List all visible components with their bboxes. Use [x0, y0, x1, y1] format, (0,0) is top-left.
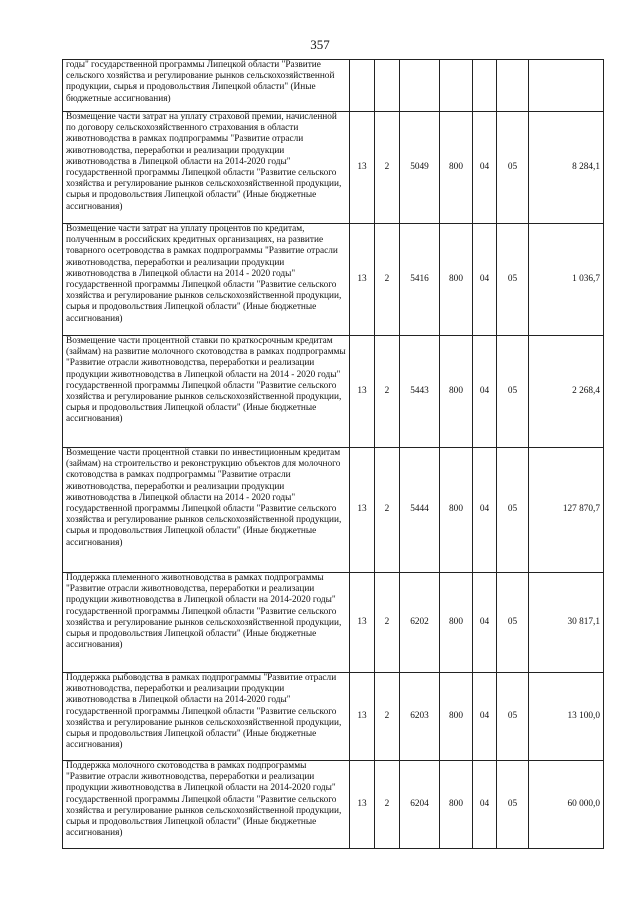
code-cell — [400, 60, 440, 112]
code-cell: 04 — [473, 573, 497, 673]
code-cell: 800 — [440, 573, 473, 673]
table-row — [63, 448, 604, 573]
code-cell — [350, 60, 375, 112]
code-cell: 05 — [497, 673, 529, 761]
row-description: Поддержка молочного скотоводства в рамках подпрограммы "Развитие отрасли животноводства, переработки и реализации продукции животноводства в Липецкой области на 2014-2020 годы" государственной программы Липецкой области "Развитие сельского хозяйства и регулирование рынков сельскохозяйственной продукции, сырья и продовольствия Липецкой области" (Иные бюджетные ассигнования) — [63, 761, 350, 849]
budget-table — [62, 59, 604, 849]
code-cell: 04 — [473, 673, 497, 761]
code-cell: 05 — [497, 573, 529, 673]
amount-cell: 8 284,1 — [529, 112, 604, 224]
code-cell: 05 — [497, 336, 529, 448]
code-cell: 13 — [350, 448, 375, 573]
code-cell: 800 — [440, 448, 473, 573]
code-cell: 6204 — [400, 761, 440, 849]
amount-cell: 127 870,7 — [529, 448, 604, 573]
code-cell: 2 — [375, 336, 400, 448]
code-cell: 2 — [375, 448, 400, 573]
code-cell: 13 — [350, 112, 375, 224]
code-cell: 800 — [440, 224, 473, 336]
amount-cell: 13 100,0 — [529, 673, 604, 761]
amount-cell: 2 268,4 — [529, 336, 604, 448]
code-cell: 5049 — [400, 112, 440, 224]
code-cell: 04 — [473, 448, 497, 573]
code-cell — [375, 60, 400, 112]
amount-cell: 30 817,1 — [529, 573, 604, 673]
code-cell: 13 — [350, 336, 375, 448]
code-cell: 05 — [497, 761, 529, 849]
code-cell: 13 — [350, 761, 375, 849]
code-cell — [440, 60, 473, 112]
row-description: годы" государственной программы Липецкой области "Развитие сельского хозяйства и регулирование рынков сельскохозяйственной продукции, сырья и продовольствия Липецкой области" (Иные бюджетные ассигнования) — [63, 60, 350, 112]
code-cell: 2 — [375, 761, 400, 849]
table-row — [63, 336, 604, 448]
code-cell: 13 — [350, 673, 375, 761]
code-cell: 800 — [440, 761, 473, 849]
table-row — [63, 60, 604, 112]
table-row — [63, 761, 604, 849]
code-cell — [497, 60, 529, 112]
code-cell: 04 — [473, 224, 497, 336]
row-description: Возмещение части затрат на уплату страховой премии, начисленной по договору сельскохозяйственного страхования в области животноводства в рамках подпрограммы "Развитие отрасли животноводства, переработки и реализации продукции животноводства в Липецкой области на 2014-2020 годы" государственной программы Липецкой области "Развитие сельского хозяйства и регулирование рынков сельскохозяйственной продукции, сырья и продовольствия Липецкой области" (Иные бюджетные ассигнования) — [63, 112, 350, 224]
amount-cell: 1 036,7 — [529, 224, 604, 336]
code-cell: 05 — [497, 112, 529, 224]
code-cell: 5443 — [400, 336, 440, 448]
code-cell: 800 — [440, 673, 473, 761]
code-cell: 05 — [497, 224, 529, 336]
code-cell: 2 — [375, 224, 400, 336]
amount-cell — [529, 60, 604, 112]
row-description: Поддержка племенного животноводства в рамках подпрограммы "Развитие отрасли животноводства, переработки и реализации продукции животноводства в Липецкой области на 2014-2020 годы" государственной программы Липецкой области "Развитие сельского хозяйства и регулирование рынков сельскохозяйственной продукции, сырья и продовольствия Липецкой области" (Иные бюджетные ассигнования) — [63, 573, 350, 673]
code-cell — [473, 60, 497, 112]
code-cell: 04 — [473, 336, 497, 448]
code-cell: 6202 — [400, 573, 440, 673]
code-cell: 5416 — [400, 224, 440, 336]
table-row — [63, 224, 604, 336]
code-cell: 13 — [350, 573, 375, 673]
row-description: Возмещение части затрат на уплату процентов по кредитам, полученным в российских кредитных организациях, на развитие товарного осетроводства в рамках подпрограммы "Развитие отрасли животноводства, переработки и реализации продукции животноводства в Липецкой области на 2014 - 2020 годы" государственной программы Липецкой области "Развитие сельского хозяйства и регулирование рынков сельскохозяйственной продукции, сырья и продовольствия Липецкой области" (Иные бюджетные ассигнования) — [63, 224, 350, 336]
code-cell: 800 — [440, 112, 473, 224]
code-cell: 5444 — [400, 448, 440, 573]
code-cell: 05 — [497, 448, 529, 573]
row-description: Поддержка рыбоводства в рамках подпрограммы "Развитие отрасли животноводства, переработки и реализации продукции животноводства в Липецкой области на 2014-2020 годы" государственной программы Липецкой области "Развитие сельского хозяйства и регулирование рынков сельскохозяйственной продукции, сырья и продовольствия Липецкой области" (Иные бюджетные ассигнования) — [63, 673, 350, 761]
code-cell: 04 — [473, 112, 497, 224]
table-row — [63, 112, 604, 224]
page-number: 357 — [310, 37, 330, 52]
row-description: Возмещение части процентной ставки по инвестиционным кредитам (займам) на строительство и реконструкцию объектов для молочного скотоводства в рамках подпрограммы "Развитие отрасли животноводства, переработки и реализации продукции животноводства в Липецкой области на 2014 - 2020 годы" государственной программы Липецкой области "Развитие сельского хозяйства и регулирование рынков сельскохозяйственной продукции, сырья и продовольствия Липецкой области" (Иные бюджетные ассигнования) — [63, 448, 350, 573]
code-cell: 2 — [375, 573, 400, 673]
table-row — [63, 573, 604, 673]
code-cell: 800 — [440, 336, 473, 448]
code-cell: 2 — [375, 112, 400, 224]
code-cell: 2 — [375, 673, 400, 761]
code-cell: 13 — [350, 224, 375, 336]
code-cell: 6203 — [400, 673, 440, 761]
amount-cell: 60 000,0 — [529, 761, 604, 849]
table-row — [63, 673, 604, 761]
row-description: Возмещение части процентной ставки по краткосрочным кредитам (займам) на развитие молочного скотоводства в рамках подпрограммы "Развитие отрасли животноводства, переработки и реализации продукции животноводства в Липецкой области на 2014 - 2020 годы" государственной программы Липецкой области "Развитие сельского хозяйства и регулирование рынков сельскохозяйственной продукции, сырья и продовольствия Липецкой области" (Иные бюджетные ассигнования) — [63, 336, 350, 448]
code-cell: 04 — [473, 761, 497, 849]
